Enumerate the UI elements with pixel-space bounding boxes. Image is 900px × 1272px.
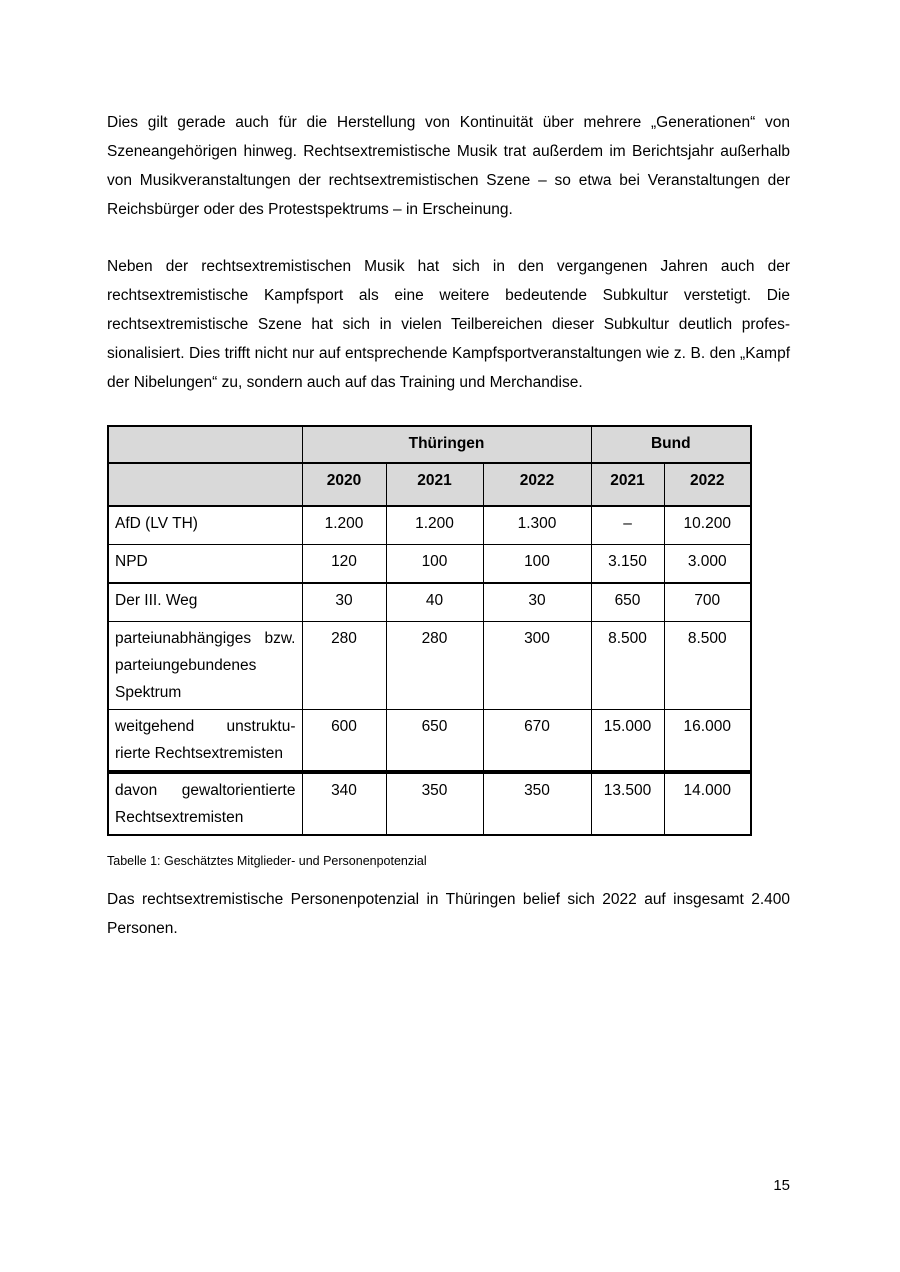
table-cell: 3.150: [591, 544, 664, 583]
table-cell: 16.000: [664, 709, 751, 772]
table-cell: 13.500: [591, 772, 664, 835]
paragraph-kampfsport: Neben der rechtsextremistischen Musik hat sich in den vergangenen Jahren auch der rechtsextremistische Kampfsport als eine weitere bedeutende Subkultur verstetigt. Die rechtsextremistische Szene hat sich in vielen Teilbereichen dieser Subkultur deutlich professionalisiert. Dies trifft nicht nur auf entsprechende Kampfsportveranstaltungen wie z. B. den „Kampf der Nibelungen“ zu, sondern auch auf das Training und Merchandise.: [107, 258, 790, 391]
table-cell: 600: [302, 709, 386, 772]
year-header: 2022: [483, 463, 591, 506]
table-cell: 280: [302, 621, 386, 709]
table-cell: 8.500: [591, 621, 664, 709]
table-year-header-row: [108, 463, 751, 506]
row-label: Der III. Weg: [108, 583, 302, 621]
table-cell: 15.000: [591, 709, 664, 772]
table-cell: 40: [386, 583, 483, 621]
table-corner-cell: [108, 426, 302, 463]
table-cell: 14.000: [664, 772, 751, 835]
table-cell: 3.000: [664, 544, 751, 583]
table-row-der-iii-weg: [108, 583, 751, 621]
column-group-bund: Bund: [591, 426, 751, 463]
table-cell: 650: [591, 583, 664, 621]
table-corner-cell: [108, 463, 302, 506]
table-cell: 100: [483, 544, 591, 583]
table-cell: 1.200: [386, 506, 483, 544]
page-content: [107, 108, 790, 943]
table-cell: 100: [386, 544, 483, 583]
table-cell: 350: [386, 772, 483, 835]
row-label: davon gewaltorientierte Rechtsextremisten: [108, 772, 302, 835]
table-cell: 1.300: [483, 506, 591, 544]
table-cell: 700: [664, 583, 751, 621]
table-cell: 30: [302, 583, 386, 621]
table-cell: –: [591, 506, 664, 544]
table-row-unstrukturierte-rechtsextremisten: [108, 709, 751, 772]
table-row-npd: [108, 544, 751, 583]
table-cell: 8.500: [664, 621, 751, 709]
paragraph-music: Dies gilt gerade auch für die Herstellung von Kontinuität über mehrere „Generationen“ von Szeneangehörigen hinweg. Rechtsextremistische Musik trat außerdem im Berichtsjahr außerhalb von Musikveranstaltungen der rechtsextremistischen Szene – so etwa bei Veranstaltungen der Reichsbürger oder des Protestspektrums – in Erscheinung.: [107, 114, 790, 218]
table-cell: 10.200: [664, 506, 751, 544]
row-label: weitgehend unstrukturierte Rechtsextremisten: [108, 709, 302, 772]
table-row-gewaltorientierte-rechtsextremisten: [108, 772, 751, 835]
table-row-parteiunabhaengiges-spektrum: [108, 621, 751, 709]
table-cell: 280: [386, 621, 483, 709]
paragraph-personenpotenzial: Das rechtsextremistische Personenpotenzial in Thüringen belief sich 2022 auf insgesamt 2.400 Personen.: [107, 890, 790, 937]
row-label: parteiunabhängiges bzw. parteiungebundenes Spektrum: [108, 621, 302, 709]
table-cell: 670: [483, 709, 591, 772]
table-cell: 30: [483, 583, 591, 621]
row-label: NPD: [108, 544, 302, 583]
year-header: 2022: [664, 463, 751, 506]
page-number: 15: [773, 1177, 790, 1194]
table-cell: 1.200: [302, 506, 386, 544]
year-header: 2021: [386, 463, 483, 506]
table-cell: 120: [302, 544, 386, 583]
table-cell: 350: [483, 772, 591, 835]
year-header: 2021: [591, 463, 664, 506]
table-cell: 650: [386, 709, 483, 772]
table-caption: Tabelle 1: Geschätztes Mitglieder- und Personenpotenzial: [107, 853, 427, 868]
column-group-thueringen: Thüringen: [302, 426, 591, 463]
year-header: 2020: [302, 463, 386, 506]
membership-potential-table: [107, 425, 752, 836]
row-label: AfD (LV TH): [108, 506, 302, 544]
table-region-header-row: [108, 426, 751, 463]
table-cell: 340: [302, 772, 386, 835]
table-row-afd: [108, 506, 751, 544]
table-cell: 300: [483, 621, 591, 709]
